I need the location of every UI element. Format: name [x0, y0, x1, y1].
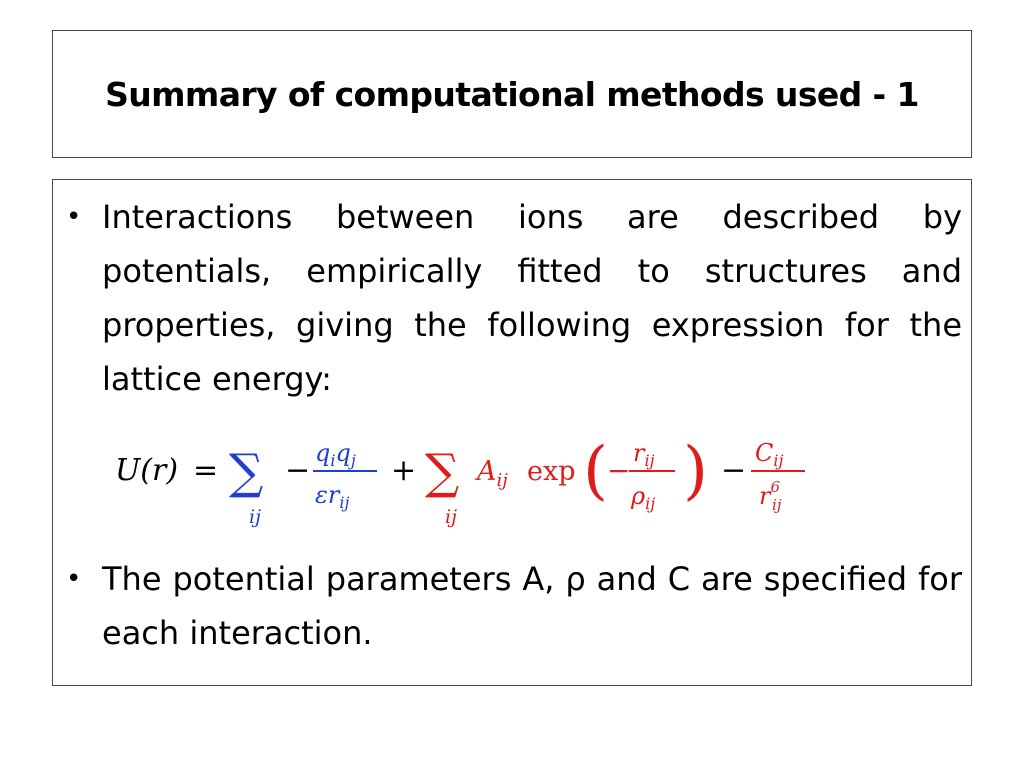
formula-minus-2: −	[721, 453, 747, 488]
formula-minus-1: −	[285, 453, 311, 488]
dispersion-numerator: $C_{ij}$	[755, 439, 784, 470]
right-paren: )	[683, 434, 708, 508]
bullet-icon: •	[66, 202, 82, 232]
formula-equals: =	[193, 453, 219, 488]
exp-label: exp	[527, 456, 576, 487]
content-box	[52, 179, 972, 686]
bullet-item	[53, 190, 963, 406]
coulomb-numerator: $q_iq_j$	[315, 439, 356, 470]
dispersion-denominator: $r^6$ ij	[759, 478, 782, 514]
bullet-icon: •	[66, 564, 82, 594]
left-paren: (	[583, 434, 608, 508]
lattice-energy-formula	[115, 428, 835, 528]
buckingham-A: $A_{ij}$	[477, 456, 508, 491]
formula-lhs: U(r)	[115, 453, 179, 488]
bullet-text: Interactions between ions are described by potentials, empirically fitted to structures and properties, giving the following expression for the lattice energy:	[102, 198, 962, 398]
bullet-text: The potential parameters A, ρ and C are specified for each interaction.	[102, 560, 962, 652]
coulomb-denominator: $\varepsilon r_{ij}$	[315, 481, 350, 512]
bullet-item	[53, 552, 963, 660]
coulomb-sum-index: ij	[249, 506, 261, 528]
short-range-sum-icon: ∑	[425, 444, 460, 500]
short-range-sum-index: ij	[445, 506, 457, 528]
coulomb-sum-icon: ∑	[229, 444, 264, 500]
exp-denominator: $\rho_{ij}$	[631, 482, 656, 513]
title-box	[52, 30, 972, 158]
exp-numerator: $r_{ij}$	[633, 439, 655, 470]
formula-plus: +	[391, 453, 417, 488]
formula-minus-inner: −	[607, 454, 631, 487]
slide-title: Summary of computational methods used - 1	[105, 74, 919, 114]
